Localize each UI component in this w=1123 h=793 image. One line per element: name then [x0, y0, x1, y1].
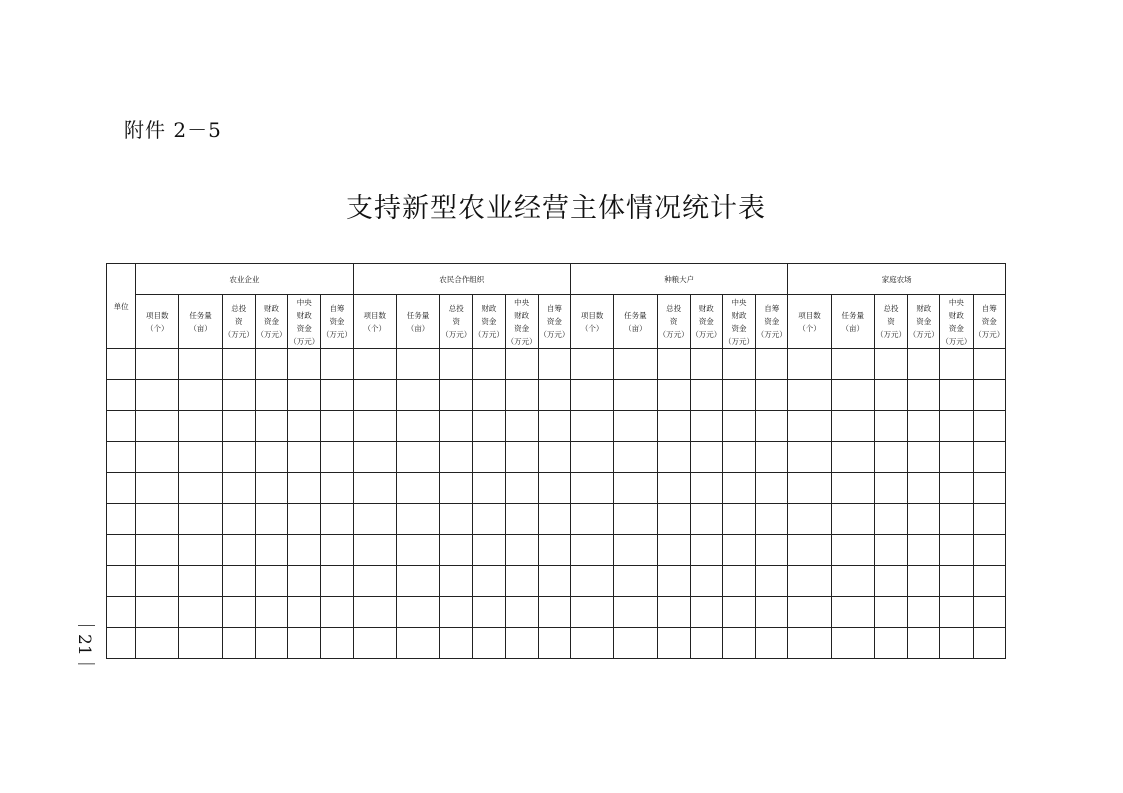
table-cell — [288, 411, 321, 442]
column-header: 中央 财政 资金 （万元） — [940, 295, 973, 349]
table-cell — [722, 597, 755, 628]
table-cell — [321, 349, 353, 380]
table-cell — [440, 628, 473, 659]
table-cell — [321, 535, 353, 566]
table-cell — [107, 535, 136, 566]
table-cell — [255, 380, 287, 411]
table-cell — [179, 535, 222, 566]
table-cell — [940, 442, 973, 473]
table-cell — [940, 504, 973, 535]
table-row — [107, 535, 1006, 566]
table-cell — [756, 442, 788, 473]
table-cell — [874, 628, 907, 659]
table-cell — [353, 535, 396, 566]
table-cell — [288, 597, 321, 628]
table-cell — [657, 473, 690, 504]
table-cell — [788, 349, 831, 380]
table-cell — [831, 628, 874, 659]
column-header: 自筹 资金 （万元） — [973, 295, 1005, 349]
table-cell — [690, 380, 722, 411]
table-cell — [657, 535, 690, 566]
table-cell — [657, 380, 690, 411]
table-cell — [440, 597, 473, 628]
table-cell — [690, 597, 722, 628]
table-cell — [179, 566, 222, 597]
table-cell — [908, 504, 940, 535]
table-row — [107, 628, 1006, 659]
column-header: 总投 资 （万元） — [222, 295, 255, 349]
table-cell — [722, 504, 755, 535]
table-cell — [570, 349, 613, 380]
table-cell — [222, 566, 255, 597]
column-header: 中央 财政 资金 （万元） — [505, 295, 538, 349]
table-cell — [255, 349, 287, 380]
table-cell — [831, 597, 874, 628]
table-cell — [505, 597, 538, 628]
table-cell — [756, 628, 788, 659]
table-cell — [973, 535, 1005, 566]
column-header: 财政 资金 （万元） — [473, 295, 505, 349]
table-cell — [538, 411, 570, 442]
page-title: 支持新型农业经营主体情况统计表 — [346, 193, 766, 224]
table-cell — [570, 411, 613, 442]
table-row — [107, 380, 1006, 411]
column-header: 任务量 （亩） — [831, 295, 874, 349]
table-cell — [690, 349, 722, 380]
table-cell — [657, 349, 690, 380]
table-cell — [908, 349, 940, 380]
table-cell — [690, 473, 722, 504]
table-cell — [222, 535, 255, 566]
table-row — [107, 473, 1006, 504]
table-cell — [505, 566, 538, 597]
column-header: 中央 财政 资金 （万元） — [722, 295, 755, 349]
table-cell — [874, 349, 907, 380]
group-header-row — [107, 264, 1006, 295]
table-cell — [107, 504, 136, 535]
table-cell — [657, 566, 690, 597]
table-cell — [255, 411, 287, 442]
group-header: 农民合作组织 — [353, 264, 570, 295]
table-cell — [538, 628, 570, 659]
table-cell — [353, 380, 396, 411]
table-cell — [973, 442, 1005, 473]
table-cell — [756, 349, 788, 380]
table-cell — [321, 504, 353, 535]
table-cell — [396, 442, 439, 473]
table-cell — [973, 380, 1005, 411]
table-cell — [440, 504, 473, 535]
table-cell — [288, 380, 321, 411]
table-cell — [107, 628, 136, 659]
table-cell — [614, 380, 657, 411]
table-cell — [690, 442, 722, 473]
table-cell — [321, 380, 353, 411]
table-cell — [321, 473, 353, 504]
table-cell — [940, 566, 973, 597]
table-cell — [722, 380, 755, 411]
table-cell — [973, 411, 1005, 442]
table-cell — [570, 504, 613, 535]
table-cell — [831, 442, 874, 473]
table-cell — [440, 411, 473, 442]
table-cell — [179, 380, 222, 411]
table-cell — [756, 380, 788, 411]
table-cell — [973, 504, 1005, 535]
table-cell — [940, 380, 973, 411]
table-cell — [440, 442, 473, 473]
table-cell — [396, 628, 439, 659]
table-cell — [940, 411, 973, 442]
table-cell — [614, 349, 657, 380]
table-cell — [179, 597, 222, 628]
table-cell — [722, 473, 755, 504]
table-cell — [788, 628, 831, 659]
table-row — [107, 566, 1006, 597]
table-cell — [107, 597, 136, 628]
table-cell — [756, 597, 788, 628]
table-cell — [657, 628, 690, 659]
table-cell — [440, 349, 473, 380]
table-row — [107, 504, 1006, 535]
table-cell — [136, 597, 179, 628]
table-cell — [614, 628, 657, 659]
table-cell — [940, 628, 973, 659]
table-cell — [874, 566, 907, 597]
table-cell — [353, 473, 396, 504]
table-cell — [222, 411, 255, 442]
table-cell — [831, 504, 874, 535]
table-cell — [908, 473, 940, 504]
table-cell — [614, 411, 657, 442]
table-cell — [353, 411, 396, 442]
table-cell — [107, 473, 136, 504]
table-cell — [614, 566, 657, 597]
column-header: 任务量 （亩） — [614, 295, 657, 349]
table-cell — [614, 473, 657, 504]
table-cell — [136, 535, 179, 566]
table-cell — [255, 628, 287, 659]
table-cell — [940, 597, 973, 628]
table-cell — [657, 597, 690, 628]
table-cell — [722, 349, 755, 380]
table-cell — [440, 473, 473, 504]
table-cell — [908, 535, 940, 566]
table-cell — [614, 597, 657, 628]
table-cell — [756, 566, 788, 597]
table-cell — [831, 535, 874, 566]
table-cell — [722, 628, 755, 659]
table-cell — [908, 380, 940, 411]
table-cell — [505, 442, 538, 473]
column-header: 任务量 （亩） — [179, 295, 222, 349]
table-cell — [722, 566, 755, 597]
column-header: 中央 财政 资金 （万元） — [288, 295, 321, 349]
table-cell — [570, 473, 613, 504]
table-cell — [505, 504, 538, 535]
table-cell — [222, 442, 255, 473]
table-cell — [473, 597, 505, 628]
column-header: 总投 资 （万元） — [874, 295, 907, 349]
table-cell — [473, 380, 505, 411]
table-cell — [831, 566, 874, 597]
table-cell — [690, 628, 722, 659]
table-cell — [179, 504, 222, 535]
table-cell — [722, 411, 755, 442]
table-cell — [136, 442, 179, 473]
table-cell — [473, 442, 505, 473]
table-cell — [179, 411, 222, 442]
table-cell — [107, 411, 136, 442]
table-cell — [396, 411, 439, 442]
table-cell — [136, 349, 179, 380]
table-cell — [222, 380, 255, 411]
table-cell — [505, 535, 538, 566]
table-cell — [288, 628, 321, 659]
table-cell — [396, 566, 439, 597]
table-cell — [505, 473, 538, 504]
table-cell — [788, 566, 831, 597]
table-cell — [255, 473, 287, 504]
table-cell — [538, 473, 570, 504]
page-number: ｜21｜ — [74, 617, 94, 673]
table-cell — [570, 442, 613, 473]
table-cell — [973, 566, 1005, 597]
table-cell — [222, 473, 255, 504]
table-cell — [874, 473, 907, 504]
table-cell — [538, 442, 570, 473]
table-cell — [570, 380, 613, 411]
table-cell — [570, 535, 613, 566]
table-cell — [222, 349, 255, 380]
table-cell — [788, 380, 831, 411]
table-cell — [107, 380, 136, 411]
table-cell — [473, 504, 505, 535]
table-cell — [874, 380, 907, 411]
table-cell — [538, 380, 570, 411]
table-cell — [538, 504, 570, 535]
table-cell — [614, 504, 657, 535]
table-cell — [136, 504, 179, 535]
column-header: 财政 资金 （万元） — [908, 295, 940, 349]
table-cell — [179, 349, 222, 380]
column-header: 任务量 （亩） — [396, 295, 439, 349]
table-cell — [614, 442, 657, 473]
table-cell — [690, 535, 722, 566]
table-cell — [690, 504, 722, 535]
table-row — [107, 442, 1006, 473]
table-cell — [288, 566, 321, 597]
column-header: 财政 资金 （万元） — [255, 295, 287, 349]
table-cell — [321, 597, 353, 628]
group-header: 种粮大户 — [570, 264, 787, 295]
table-cell — [973, 473, 1005, 504]
table-cell — [657, 504, 690, 535]
table-cell — [538, 566, 570, 597]
table-cell — [473, 411, 505, 442]
table-cell — [940, 349, 973, 380]
table-cell — [831, 411, 874, 442]
table-cell — [473, 628, 505, 659]
table-cell — [788, 411, 831, 442]
table-cell — [908, 411, 940, 442]
table-cell — [353, 442, 396, 473]
column-header: 财政 资金 （万元） — [690, 295, 722, 349]
table-cell — [614, 535, 657, 566]
table-cell — [874, 504, 907, 535]
table-cell — [908, 597, 940, 628]
table-cell — [788, 597, 831, 628]
table-row — [107, 597, 1006, 628]
table-cell — [179, 442, 222, 473]
table-cell — [255, 597, 287, 628]
table-cell — [690, 411, 722, 442]
table-cell — [179, 628, 222, 659]
table-cell — [874, 597, 907, 628]
column-header: 总投 资 （万元） — [657, 295, 690, 349]
table-cell — [255, 442, 287, 473]
table-cell — [570, 597, 613, 628]
table-cell — [756, 473, 788, 504]
table-cell — [321, 566, 353, 597]
column-header: 自筹 资金 （万元） — [538, 295, 570, 349]
table-cell — [136, 473, 179, 504]
table-cell — [788, 442, 831, 473]
table-cell — [353, 349, 396, 380]
table-cell — [973, 597, 1005, 628]
table-cell — [396, 380, 439, 411]
column-header: 总投 资 （万元） — [440, 295, 473, 349]
table-cell — [473, 349, 505, 380]
table-cell — [788, 504, 831, 535]
table-cell — [136, 380, 179, 411]
attachment-label: 附件 2－5 — [124, 118, 222, 142]
group-header: 农业企业 — [136, 264, 353, 295]
table-cell — [353, 566, 396, 597]
table-cell — [973, 349, 1005, 380]
table-cell — [321, 628, 353, 659]
table-cell — [473, 566, 505, 597]
table-cell — [908, 442, 940, 473]
table-cell — [908, 628, 940, 659]
table-cell — [255, 535, 287, 566]
table-cell — [396, 473, 439, 504]
column-header: 自筹 资金 （万元） — [321, 295, 353, 349]
table-cell — [973, 628, 1005, 659]
table-cell — [940, 473, 973, 504]
statistics-table — [106, 263, 1006, 659]
table-cell — [874, 535, 907, 566]
table-cell — [396, 597, 439, 628]
table-cell — [788, 473, 831, 504]
subheader-row — [107, 295, 1006, 349]
unit-header: 单位 — [107, 264, 136, 349]
table-cell — [908, 566, 940, 597]
table-cell — [940, 535, 973, 566]
table-cell — [473, 535, 505, 566]
table-cell — [107, 442, 136, 473]
table-cell — [756, 535, 788, 566]
table-cell — [107, 349, 136, 380]
table-row — [107, 349, 1006, 380]
table-cell — [136, 628, 179, 659]
table-cell — [505, 628, 538, 659]
table-cell — [222, 628, 255, 659]
column-header: 项目数 （个） — [136, 295, 179, 349]
table-cell — [690, 566, 722, 597]
table-cell — [874, 411, 907, 442]
table-row — [107, 411, 1006, 442]
column-header: 项目数 （个） — [353, 295, 396, 349]
table-cell — [538, 349, 570, 380]
column-header: 自筹 资金 （万元） — [756, 295, 788, 349]
table-cell — [321, 442, 353, 473]
table-cell — [538, 597, 570, 628]
table-cell — [288, 442, 321, 473]
table-cell — [255, 504, 287, 535]
table-cell — [756, 504, 788, 535]
table-cell — [222, 504, 255, 535]
table-cell — [396, 535, 439, 566]
column-header: 项目数 （个） — [788, 295, 831, 349]
table-cell — [538, 535, 570, 566]
table-cell — [288, 535, 321, 566]
table-cell — [657, 442, 690, 473]
table-cell — [788, 535, 831, 566]
table-cell — [179, 473, 222, 504]
table-cell — [505, 380, 538, 411]
table-cell — [288, 504, 321, 535]
table-cell — [831, 380, 874, 411]
table-cell — [255, 566, 287, 597]
table-cell — [831, 473, 874, 504]
table-cell — [353, 597, 396, 628]
table-cell — [722, 442, 755, 473]
table-cell — [396, 349, 439, 380]
table-cell — [222, 597, 255, 628]
group-header: 家庭农场 — [788, 264, 1006, 295]
table-cell — [756, 411, 788, 442]
table-cell — [722, 535, 755, 566]
table-cell — [440, 566, 473, 597]
table-cell — [570, 566, 613, 597]
table-cell — [136, 566, 179, 597]
table-cell — [874, 442, 907, 473]
table-cell — [831, 349, 874, 380]
table-cell — [353, 628, 396, 659]
table-cell — [353, 504, 396, 535]
table-cell — [136, 411, 179, 442]
table-cell — [396, 504, 439, 535]
table-cell — [657, 411, 690, 442]
column-header: 项目数 （个） — [570, 295, 613, 349]
table-cell — [570, 628, 613, 659]
table-cell — [107, 566, 136, 597]
table-cell — [288, 473, 321, 504]
table-cell — [440, 380, 473, 411]
table-cell — [321, 411, 353, 442]
table-cell — [440, 535, 473, 566]
table-cell — [505, 349, 538, 380]
table-cell — [505, 411, 538, 442]
table-cell — [288, 349, 321, 380]
table-cell — [473, 473, 505, 504]
